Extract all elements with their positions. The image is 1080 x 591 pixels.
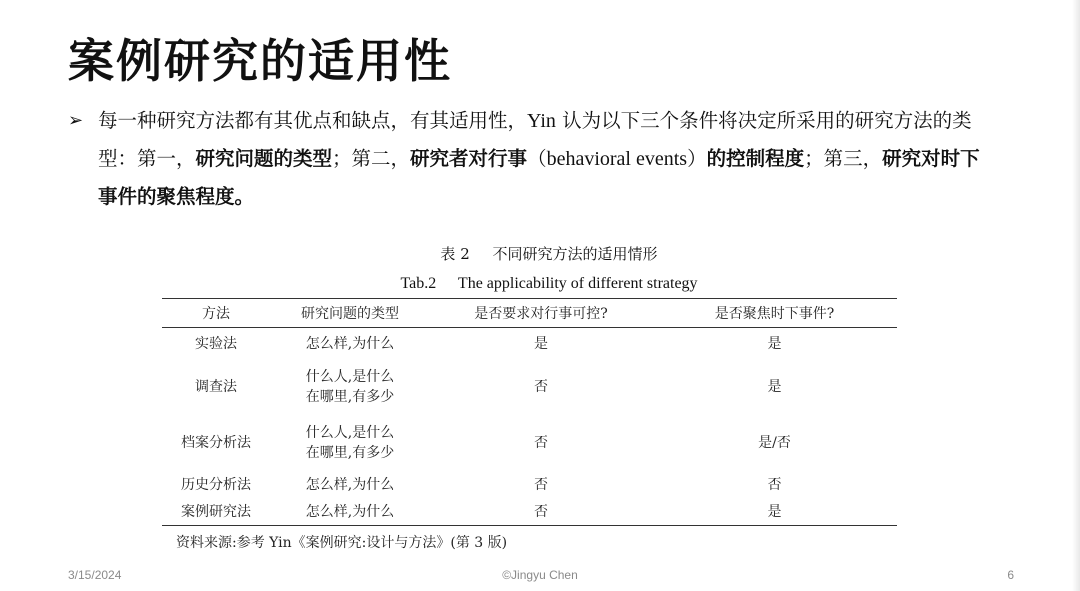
cell-method: 档案分析法: [181, 434, 251, 451]
footer-date: 3/15/2024: [68, 568, 122, 582]
table-row: [162, 414, 897, 472]
table-caption-cn-label: 表: [440, 245, 456, 263]
cell-method: 案例研究法: [162, 499, 270, 526]
cell-method: 历史分析法: [181, 477, 251, 493]
cell-question-type: 怎么样,为什么: [305, 477, 395, 493]
table-caption-en-number: 2: [428, 275, 437, 292]
bullet-segment: 认为以下三个条件将决定所采用的研究方法的类型：第一，: [98, 109, 972, 170]
cell-focus: 是/否: [758, 434, 791, 451]
bullet-segment: （: [527, 147, 547, 170]
bullet-segment: ；第二，: [332, 147, 411, 170]
bullet-segment: Yin: [527, 110, 556, 132]
cell-question-type: 什么人,是什么 在哪里,有多少: [305, 424, 395, 461]
method-applicability-table: [162, 298, 897, 526]
table-row: [162, 472, 897, 499]
table-row: [162, 360, 897, 414]
bullet-segment: behavioral events: [546, 148, 688, 170]
table-header-row: [162, 299, 897, 328]
table-source-note: 资料来源:参考 Yin《案例研究:设计与方法》(第 3 版): [176, 535, 508, 551]
table-caption-english: [0, 273, 1080, 295]
bullet-emphasis: 研究问题的类型: [195, 147, 333, 170]
header-contemporary-focus: 是否聚焦时下事件?: [652, 299, 897, 328]
bullet-arrow-icon: ➢: [68, 110, 84, 131]
header-control-required: 是否要求对行事可控?: [430, 299, 652, 328]
cell-focus: 否: [767, 477, 782, 493]
bullet-segment: ）: [687, 147, 707, 170]
bullet-segment: 每一种研究方法都有其优点和缺点，有其适用性，: [98, 109, 528, 132]
header-method: 方法: [162, 299, 270, 328]
slide-title: 案例研究的适用性: [68, 34, 452, 88]
footer-page-number: 6: [1007, 568, 1014, 582]
cell-focus: 是: [767, 378, 782, 395]
table-caption-cn-title: 不同研究方法的适用情形: [492, 245, 658, 263]
table-caption-cn-number: 2: [460, 245, 470, 263]
bullet-emphasis: 的控制程度: [706, 147, 805, 170]
slide-edge-shadow: [1072, 0, 1080, 591]
table-caption-en-title: The applicability of different strategy: [457, 275, 698, 292]
table-caption-chinese: [0, 243, 1080, 265]
cell-control: 否: [430, 499, 652, 526]
cell-control: 否: [534, 378, 548, 395]
cell-method: 实验法: [195, 335, 237, 352]
cell-question-type: 怎么样,为什么: [270, 499, 430, 526]
bullet-emphasis: 研究者对行事: [410, 147, 528, 170]
table-row: [162, 499, 897, 526]
cell-control: 否: [534, 434, 548, 451]
cell-focus: 是: [652, 499, 897, 526]
cell-question-type: 什么人,是什么 在哪里,有多少: [305, 368, 395, 405]
cell-question-type: 怎么样,为什么: [305, 335, 395, 352]
bullet-text: [98, 102, 998, 216]
header-question-type: 研究问题的类型: [270, 299, 430, 328]
bullet-paragraph: [68, 102, 998, 216]
cell-method: 调查法: [195, 378, 237, 395]
cell-focus: 是: [767, 335, 782, 352]
cell-control: 是: [534, 335, 548, 352]
bullet-emphasis: 研究对时下事件的聚焦程度。: [98, 147, 980, 208]
cell-control: 否: [534, 477, 548, 493]
bullet-segment: ；第三，: [804, 147, 883, 170]
table-caption-en-label: Tab.: [400, 275, 429, 292]
footer-author: ©Jingyu Chen: [502, 568, 578, 582]
table-row: [162, 328, 897, 360]
